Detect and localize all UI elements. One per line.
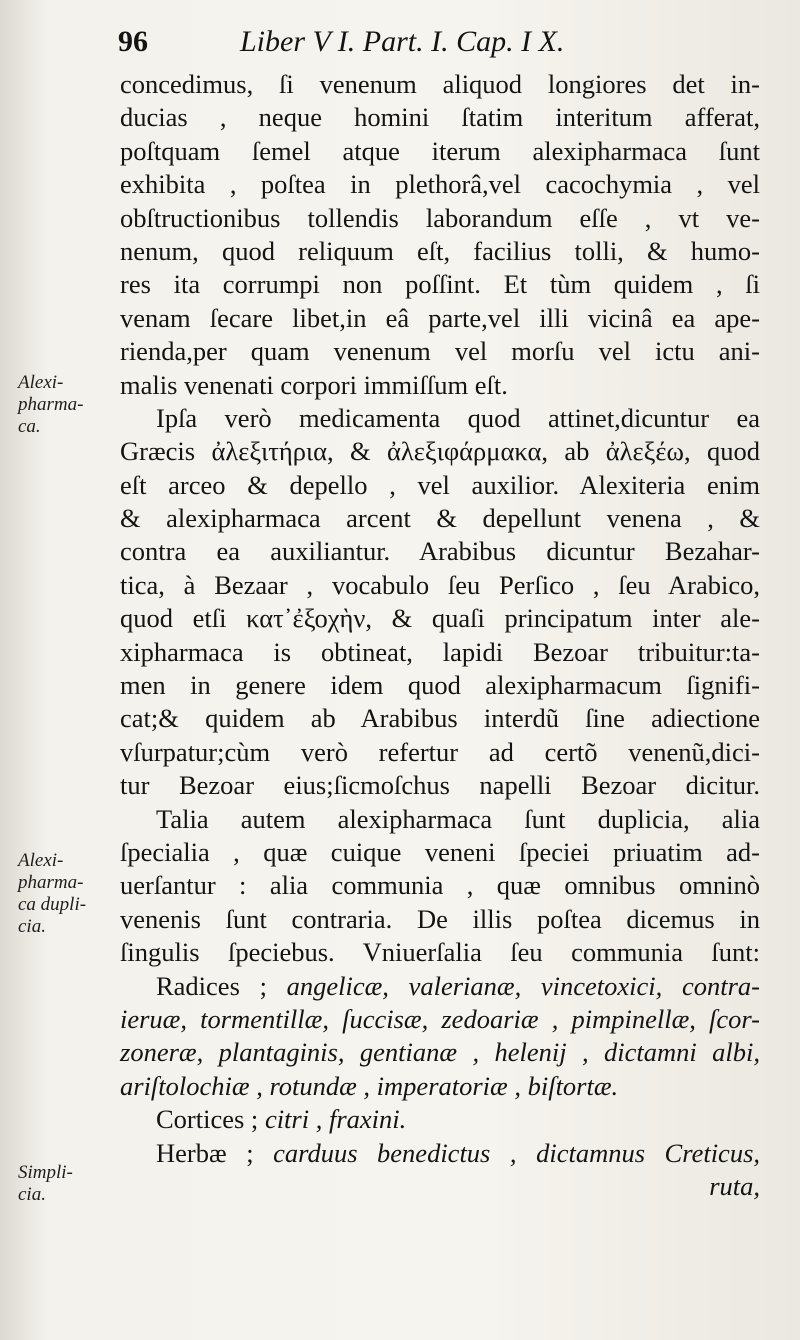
catchword: ruta, (709, 1170, 760, 1201)
margin-note-line: Simpli- (18, 1162, 73, 1183)
margin-note-line: Alexi- (18, 850, 64, 871)
text-line: venam ſecare libet,in eâ parte,vel illi vicinâ ea ape- (120, 302, 760, 333)
text-line: ſingulis ſpeciebus. Vniuerſalia ſeu communia ſunt: (120, 937, 760, 968)
margin-note-alexipharmaca (18, 372, 83, 438)
text-line: ſpecialia , quæ cuique veneni ſpeciei priuatim ad- (120, 836, 760, 867)
margin-note-line: cia. (18, 1184, 46, 1205)
text-line: xipharmaca is obtineat, lapidi Bezoar tribuitur:ta- (120, 636, 760, 667)
text-line: concedimus, ſi venenum aliquod longiores det in- (120, 69, 760, 99)
text-line: obſtructionibus tollendis laborandum eſſe , vt ve- (120, 202, 760, 233)
margin-note-alexipharmaca-duplicia (18, 850, 86, 938)
text-line: malis venenati corpori immiſſum eſt. (120, 369, 508, 400)
text-line: contra ea auxiliantur. Arabibus dicuntur Bezahar- (120, 536, 760, 567)
text-line: zoneræ, plantaginis, gentianæ , helenij , dictamni albi, (120, 1037, 760, 1068)
text-line: & alexipharmaca arcent & depellunt venena , & (120, 503, 760, 534)
text-line: men in genere idem quod alexipharmacum ſignifi- (120, 670, 760, 701)
text-line: ducias , neque homini ſtatim interitum afferat, (120, 102, 760, 133)
margin-note-simplicia (18, 1162, 73, 1206)
margin-note-line: pharma- (18, 872, 84, 893)
text-line: exhibita , poſtea in plethorâ,vel cacochymia , vel (120, 169, 760, 200)
text-line: quod etſi κατ᾽ἐξοχὴν, & quaſi principatum inter ale- (120, 603, 760, 634)
text-line: Talia autem alexipharmaca ſunt duplicia, alia (156, 803, 760, 834)
margin-note-line: ca dupli- (18, 894, 87, 915)
text-line: nenum, quod reliquum eſt, facilius tolli, & humo- (120, 235, 760, 266)
text-line: Græcis ἀλεξιτήρια, & ἀλεξιφάρμακα, ab ἀλεξέω, quod (120, 436, 760, 467)
text-line: Radices ; angelicæ, valerianæ, vincetoxici, contra- (156, 970, 760, 1001)
text-line: Herbæ ; carduus benedictus , dictamnus Creticus, (156, 1137, 761, 1168)
text-line: Cortices ; citri , fraxini. (156, 1104, 407, 1135)
text-line: ieruæ, tormentillæ, ſuccisæ, zedoariæ , pimpinellæ, ſcor- (120, 1003, 760, 1034)
text-line: poſtquam ſemel atque iterum alexipharmaca ſunt (120, 135, 760, 166)
running-header (118, 22, 758, 62)
text-line: Ipſa verò medicamenta quod attinet,dicuntur ea (156, 402, 760, 433)
margin-note-line: cia. (18, 916, 46, 937)
text-line: ariſtolochiæ , rotundæ , imperatoriæ , biſtortæ. (120, 1070, 619, 1101)
text-line: rienda,per quam venenum vel morſu vel ictu ani- (120, 336, 760, 367)
page-number: 96 (118, 25, 148, 58)
text-line: eſt arceo & depello , vel auxilior. Alexiteria enim (120, 469, 760, 500)
margin-note-line: Alexi- (18, 372, 64, 393)
running-title: Liber V I. Part. I. Cap. I X. (240, 25, 565, 58)
text-line: cat;& quidem ab Arabibus interdũ ſine adiectione (120, 703, 760, 734)
margin-note-line: ca. (18, 416, 41, 437)
text-line: tica, à Bezaar , vocabulo ſeu Perſico , ſeu Arabico, (120, 569, 760, 600)
text-line: tur Bezoar eius;ſicmoſchus napelli Bezoar dicitur. (120, 770, 760, 801)
margin-note-line: pharma- (18, 394, 84, 415)
text-line: venenis ſunt contraria. De illis poſtea dicemus in (120, 903, 760, 934)
text-line: uerſantur : alia communia , quæ omnibus omninò (120, 870, 760, 901)
text-line: vſurpatur;cùm verò refertur ad certõ venenũ,dici- (120, 736, 760, 767)
body-text (120, 68, 760, 1203)
text-line: res ita corrumpi non poſſint. Et tùm quidem , ſi (120, 269, 760, 300)
